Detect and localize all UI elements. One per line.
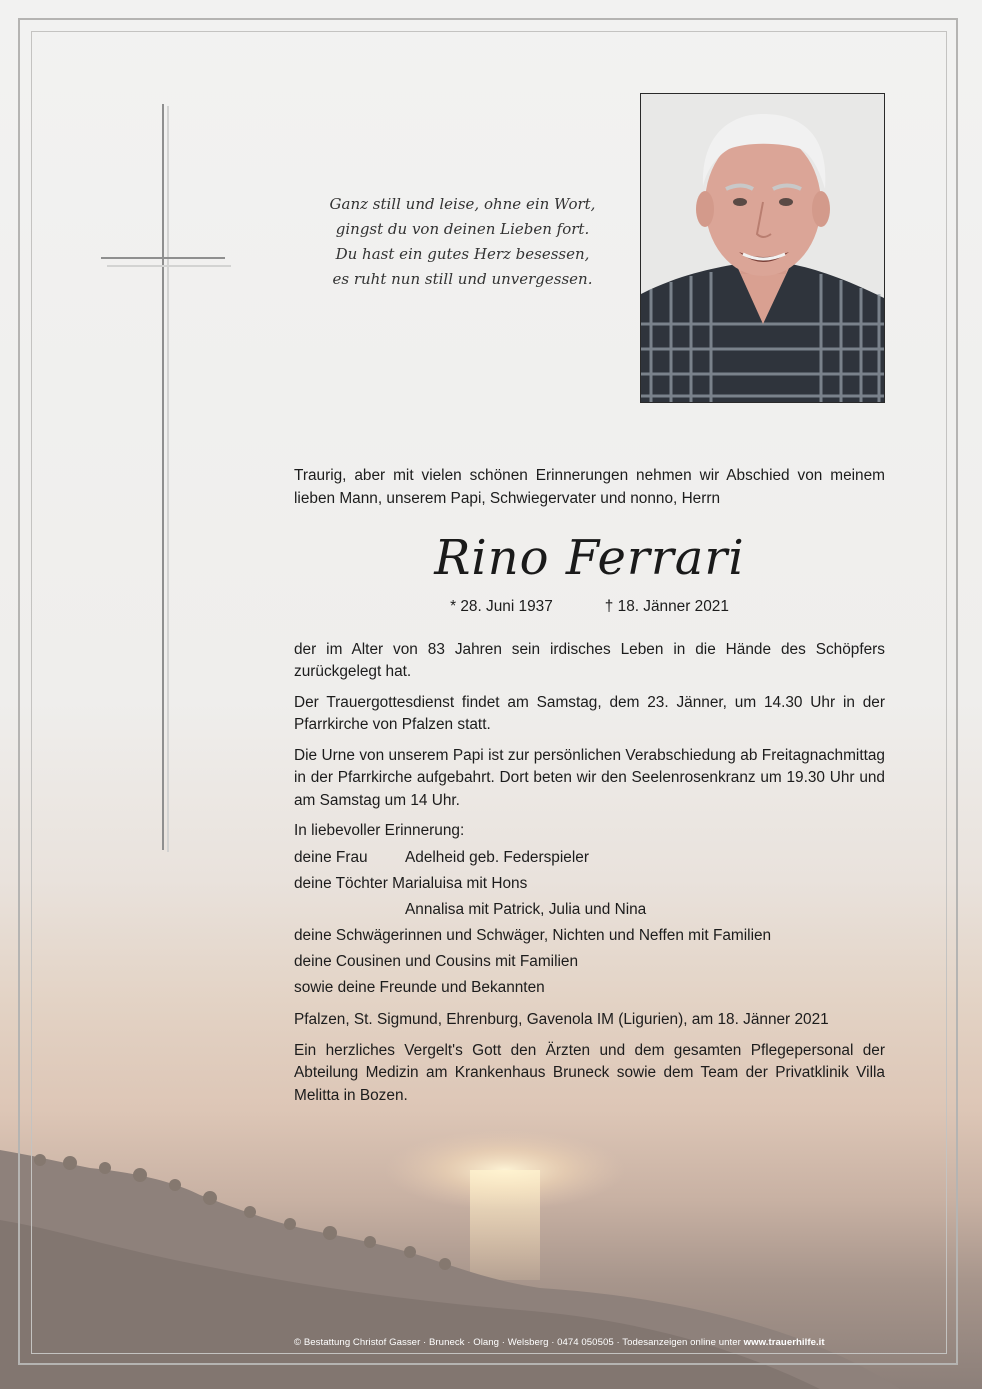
family-row: deine Cousinen und Cousins mit Familien — [294, 953, 579, 970]
family-heading: In liebevoller Erinnerung: — [294, 822, 465, 839]
family-label: deine Töchter — [294, 875, 388, 892]
birth-date: * 28. Juni 1937 — [450, 598, 553, 615]
cross-icon-horizontal — [101, 257, 225, 259]
footer-link[interactable]: www.trauerhilfe.it — [743, 1337, 825, 1348]
deceased-name: Rino Ferrari — [434, 530, 745, 586]
family-member: Annalisa mit Patrick, Julia und Nina — [405, 901, 647, 918]
family-row — [294, 871, 885, 897]
verse-line: es ruht nun still und unvergessen. — [332, 270, 593, 288]
family-list — [294, 820, 885, 1001]
family-row: deine Schwägerinnen und Schwäger, Nichten und Neffen mit Familien — [294, 927, 772, 944]
family-row: sowie deine Freunde und Bekannten — [294, 979, 545, 996]
family-member: Marialuisa mit Hons — [392, 875, 528, 892]
life-dates — [294, 596, 885, 619]
portrait-illustration — [641, 94, 885, 403]
place-date: Pfalzen, St. Sigmund, Ehrenburg, Gavenola IM (Ligurien), am 18. Jänner 2021 — [294, 1011, 829, 1028]
verse-line: Du hast ein gutes Herz besessen, — [335, 245, 590, 263]
family-label: deine Frau — [294, 849, 368, 866]
verse-line: gingst du von deinen Lieben fort. — [335, 220, 590, 238]
family-row — [294, 845, 885, 871]
family-member: Adelheid geb. Federspieler — [405, 849, 589, 866]
family-row — [294, 897, 885, 923]
urn-paragraph: Die Urne von unserem Papi ist zur persönlichen Verabschiedung ab Freitagnachmittag in der Pfarrkirche aufgebahrt. Dort beten wir den Seelenrosenkranz um 19.30 Uhr und am Samstag um 14 Uhr. — [294, 746, 885, 809]
body-paragraph: der im Alter von 83 Jahren sein irdisches Leben in die Hände des Schöpfers zurückgelegt hat. — [294, 640, 885, 680]
memorial-verse — [300, 192, 625, 292]
footer-text: © Bestattung Christof Gasser · Bruneck · Olang · Welsberg · 0474 050505 · Todesanzeigen online unter — [294, 1337, 741, 1348]
portrait-photo — [640, 93, 885, 403]
cross-icon-vertical — [162, 104, 164, 850]
announcement-text — [294, 465, 885, 1107]
death-date: † 18. Jänner 2021 — [604, 598, 729, 615]
intro-paragraph: Traurig, aber mit vielen schönen Erinnerungen nehmen wir Abschied von meinem lieben Mann, unserem Papi, Schwiegervater und nonno, Herrn — [294, 467, 885, 507]
verse-line: Ganz still und leise, ohne ein Wort, — [329, 195, 596, 213]
service-paragraph: Der Trauergottesdienst findet am Samstag, dem 23. Jänner, um 14.30 Uhr in der Pfarrkirche von Pfalzen statt. — [294, 693, 885, 733]
footer-credit — [294, 1337, 894, 1348]
thanks-paragraph: Ein herzliches Vergelt's Gott den Ärzten und dem gesamten Pflegepersonal der Abteilung Medizin am Krankenhaus Bruneck sowie dem Team der Privatklinik Villa Melitta in Bozen. — [294, 1041, 885, 1104]
